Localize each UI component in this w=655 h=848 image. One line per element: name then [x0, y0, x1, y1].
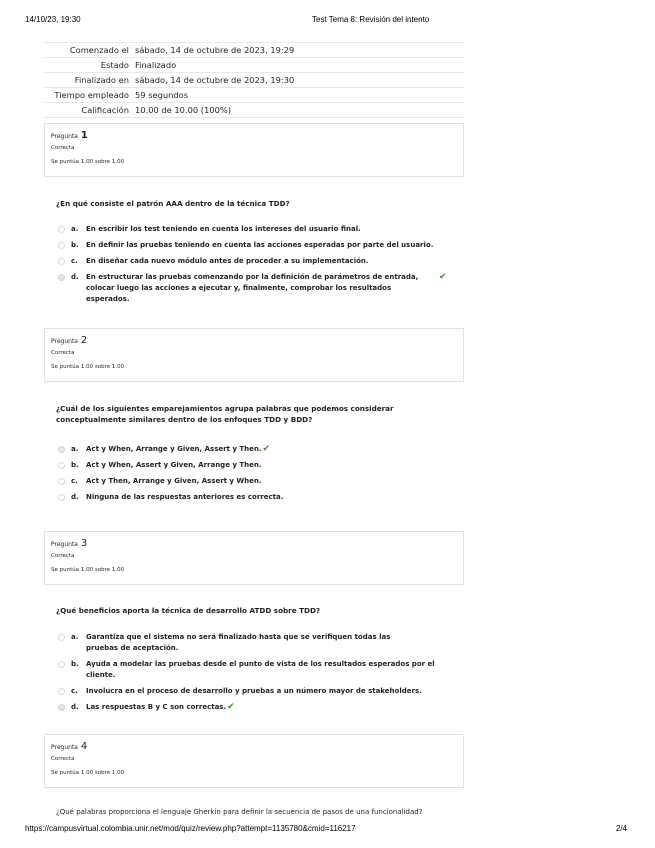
- radio-button[interactable]: [58, 462, 65, 469]
- question-2-answers: [58, 444, 458, 508]
- question-4-info: [44, 734, 464, 788]
- summary-value: Finalizado: [135, 60, 177, 70]
- summary-value: sábado, 14 de octubre de 2023, 19:30: [135, 75, 295, 85]
- answer-option-a[interactable]: [58, 632, 458, 654]
- attempt-summary-table: [44, 42, 464, 118]
- question-number: [51, 538, 457, 550]
- question-3-text: ¿Qué beneficios aporta la técnica de desarrollo ATDD sobre TDD?: [56, 606, 321, 615]
- question-2-text: ¿Cuál de los siguientes emparejamientos agrupa palabras que podemos considerar conceptualmente similares dentro de los enfoques TDD y BDD?: [56, 404, 394, 424]
- question-prefix: Pregunta: [51, 744, 78, 751]
- answer-text: En diseñar cada nuevo módulo antes de proceder a su implementación.: [86, 257, 369, 265]
- question-2-info: [44, 328, 464, 382]
- summary-row-finished: [44, 73, 464, 88]
- print-header: [0, 15, 655, 27]
- radio-button[interactable]: [58, 661, 65, 668]
- answer-option-b[interactable]: [58, 659, 458, 681]
- summary-label: Calificación: [81, 105, 129, 115]
- summary-label: Comenzado el: [69, 45, 129, 55]
- answer-text: En escribir los test teniendo en cuenta los intereses del usuario final.: [86, 225, 361, 233]
- answer-text: Ayuda a modelar las pruebas desde el punto de vista de los resultados esperados por el cliente.: [86, 660, 435, 679]
- summary-row-started: [44, 43, 464, 58]
- question-state: Correcta: [51, 350, 75, 356]
- question-grade: Se puntúa 1.00 sobre 1.00: [51, 159, 125, 165]
- answer-letter: b.: [71, 241, 79, 249]
- answer-option-b[interactable]: [58, 460, 458, 471]
- question-grade: Se puntúa 1.00 sobre 1.00: [51, 567, 125, 573]
- question-state: Correcta: [51, 756, 75, 762]
- correct-check-icon: ✔: [262, 444, 271, 454]
- radio-button[interactable]: [58, 226, 65, 233]
- answer-letter: b.: [71, 660, 79, 668]
- page-number: 2/4: [615, 824, 627, 833]
- question-number-value: 4: [80, 741, 88, 752]
- question-number: [51, 741, 457, 753]
- question-number-value: 2: [80, 335, 88, 346]
- question-prefix: Pregunta: [51, 541, 78, 548]
- answer-text: En estructurar las pruebas comenzando por la definición de parámetros de entrada, colocar luego las acciones a ejecutar y, finalmente, comprobar los resultados esperados.: [86, 273, 419, 303]
- radio-button-selected[interactable]: [58, 274, 65, 281]
- radio-button[interactable]: [58, 478, 65, 485]
- question-prefix: Pregunta: [51, 338, 78, 345]
- print-footer: [0, 824, 655, 836]
- answer-option-d[interactable]: [58, 492, 458, 503]
- print-title: Test Tema 8: Revisión del intento: [312, 15, 430, 24]
- question-grade: Se puntúa 1.00 sobre 1.00: [51, 364, 125, 370]
- answer-letter: c.: [71, 687, 78, 695]
- answer-text: Act y When, Assert y Given, Arrange y Then.: [86, 461, 262, 469]
- summary-value: 59 segundos: [135, 90, 189, 100]
- answer-text: Las respuestas B y C son correctas.: [86, 703, 227, 711]
- summary-label: Tiempo empleado: [54, 90, 129, 100]
- answer-text: Act y Then, Arrange y Given, Assert y When.: [86, 477, 262, 485]
- question-grade: Se puntúa 1.00 sobre 1.00: [51, 770, 125, 776]
- question-1-text: ¿En qué consiste el patrón AAA dentro de la técnica TDD?: [56, 199, 290, 208]
- summary-value: 10.00 de 10.00 (100%): [135, 105, 231, 115]
- answer-text: Ninguna de las respuestas anteriores es correcta.: [86, 493, 284, 501]
- answer-letter: b.: [71, 461, 79, 469]
- answer-option-a[interactable]: [58, 224, 458, 235]
- answer-option-c[interactable]: [58, 256, 458, 267]
- answer-letter: d.: [71, 273, 79, 281]
- answer-text: Involucra en el proceso de desarrollo y pruebas a un número mayor de stakeholders.: [86, 687, 422, 695]
- answer-text: Garantiza que el sistema no será finalizado hasta que se verifiquen todas las pruebas de aceptación.: [86, 633, 391, 652]
- answer-option-b[interactable]: [58, 240, 458, 251]
- answer-letter: a.: [71, 633, 79, 641]
- answer-letter: c.: [71, 257, 78, 265]
- answer-letter: a.: [71, 225, 79, 233]
- answer-letter: d.: [71, 493, 79, 501]
- answer-option-a[interactable]: [58, 444, 458, 455]
- summary-value: sábado, 14 de octubre de 2023, 19:29: [135, 45, 295, 55]
- summary-label: Estado: [100, 60, 129, 70]
- question-3-answers: [58, 632, 458, 718]
- answer-option-d[interactable]: [58, 272, 458, 305]
- question-1-info: [44, 123, 464, 177]
- answer-option-c[interactable]: [58, 476, 458, 487]
- question-state: Correcta: [51, 553, 75, 559]
- summary-row-time-taken: [44, 88, 464, 103]
- radio-button[interactable]: [58, 242, 65, 249]
- answer-text: En definir las pruebas teniendo en cuenta las acciones esperadas por parte del usuario.: [86, 241, 434, 249]
- question-4-text: ¿Qué palabras proporciona el lenguaje Gherkin para definir la secuencia de pasos de una funcionalidad?: [56, 808, 423, 816]
- correct-check-icon: ✔: [227, 702, 235, 712]
- question-state: Correcta: [51, 145, 75, 151]
- question-number: [51, 335, 457, 347]
- answer-text: Act y When, Arrange y Given, Assert y Then.: [86, 445, 262, 453]
- question-1-answers: [58, 224, 458, 310]
- radio-button[interactable]: [58, 634, 65, 641]
- answer-option-c[interactable]: [58, 686, 458, 697]
- answer-option-d[interactable]: [58, 702, 458, 713]
- radio-button[interactable]: [58, 258, 65, 265]
- question-number-value: 3: [80, 538, 88, 549]
- radio-button[interactable]: [58, 494, 65, 501]
- summary-label: Finalizado en: [74, 75, 129, 85]
- radio-button-selected[interactable]: [58, 704, 65, 711]
- radio-button-selected[interactable]: [58, 446, 65, 453]
- page-url[interactable]: https://campusvirtual.colombia.unir.net/mod/quiz/review.php?attempt=1135780&cmid=116217: [25, 824, 356, 833]
- correct-check-icon: ✔: [439, 272, 447, 282]
- radio-button[interactable]: [58, 688, 65, 695]
- question-prefix: Pregunta: [51, 133, 78, 140]
- question-number-value: 1: [80, 130, 88, 141]
- summary-row-grade: [44, 103, 464, 118]
- answer-letter: c.: [71, 477, 78, 485]
- summary-row-state: [44, 58, 464, 73]
- print-datetime: 14/10/23, 19:30: [25, 15, 81, 24]
- answer-letter: a.: [71, 445, 79, 453]
- answer-letter: d.: [71, 703, 79, 711]
- question-number: [51, 130, 457, 142]
- question-3-info: [44, 531, 464, 585]
